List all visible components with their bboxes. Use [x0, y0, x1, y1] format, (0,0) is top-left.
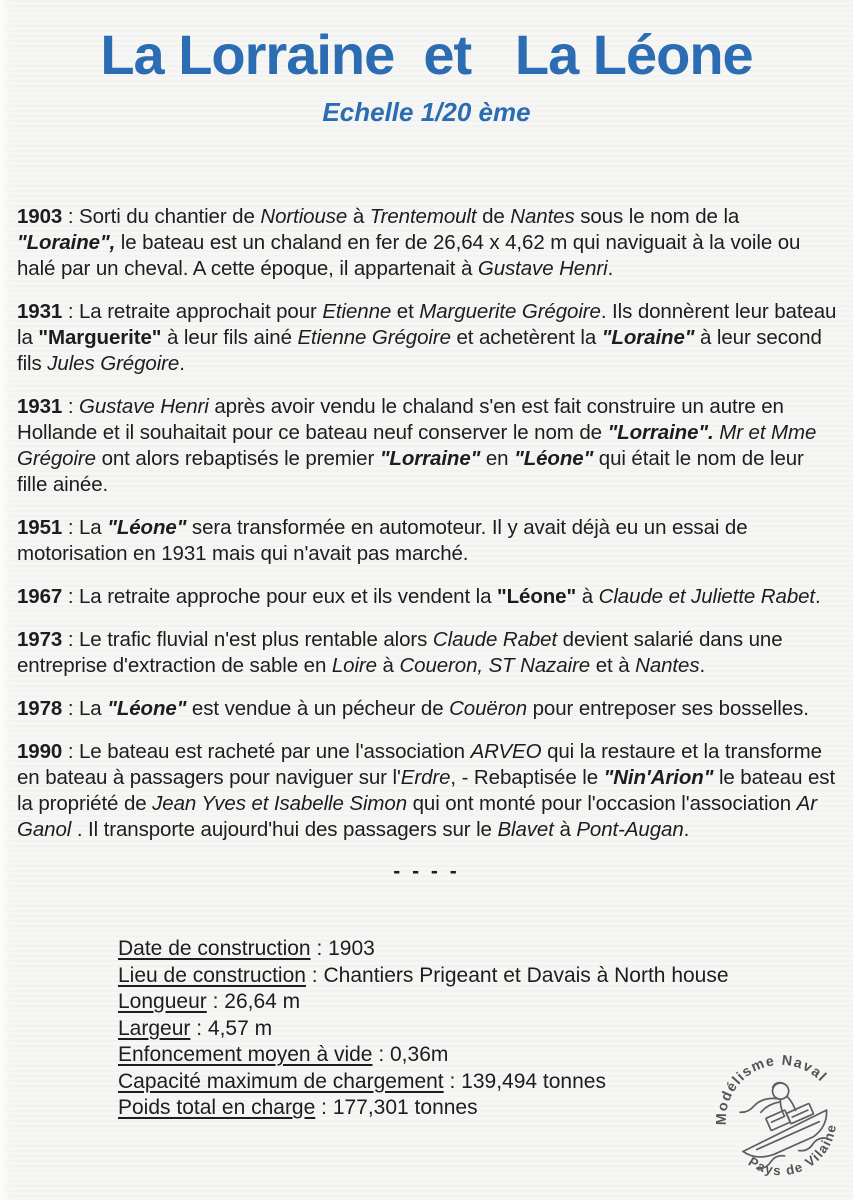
text-segment: qui ont monté pour l'occasion l'association: [407, 792, 797, 815]
text-segment: : La: [62, 697, 108, 720]
text-segment: : Sorti du chantier de: [62, 205, 261, 228]
text-segment: , - Rebaptisée le: [450, 766, 604, 789]
spec-row: [118, 1016, 853, 1043]
text-segment: qui était le nom de leur fille ainée.: [17, 447, 804, 496]
text-segment: et achetèrent la: [450, 326, 602, 349]
spec-label: Largeur: [118, 1016, 191, 1040]
text-segment: Claude et Juliette Rabet: [598, 585, 816, 608]
spec-value: 26,64 m: [224, 990, 301, 1013]
text-segment: :: [62, 395, 80, 418]
text-segment: : La: [62, 516, 108, 539]
text-segment: à leur second fils: [17, 326, 822, 375]
text-segment: pour entreposer ses bosselles.: [527, 697, 809, 720]
text-segment: ARVEO: [470, 740, 542, 763]
spec-row: [118, 963, 853, 990]
text-segment: 1990: [17, 740, 63, 763]
text-segment: est vendue à un pécheur de: [186, 697, 450, 720]
text-segment: le bateau est la propriété de: [17, 766, 836, 815]
timeline-paragraph-1967: [17, 584, 839, 610]
text-segment: à: [347, 205, 370, 228]
text-segment: et: [391, 300, 420, 323]
text-segment: Loire: [331, 654, 377, 677]
text-segment: en: [480, 447, 515, 470]
page-title: La Lorraine et La Léone: [100, 23, 753, 86]
text-segment: à: [376, 654, 400, 677]
spec-row: [118, 936, 853, 963]
text-segment: "Loraine": [601, 326, 695, 349]
timeline-paragraph-1931-b: [17, 394, 839, 498]
text-segment: après avoir vendu le chaland s'en est fait construire un autre en Hollande et il souhaitait pour ce bateau neuf conserver le nom de: [17, 395, 784, 444]
timeline-paragraph-1903: [17, 204, 839, 282]
text-segment: Coueron, ST Nazaire: [399, 654, 591, 677]
text-segment: le bateau est un chaland en fer de 26,64 x 4,62 m qui naviguait à la voile ou halé par un cheval. A cette époque, il appartenait à: [17, 231, 801, 280]
text-segment: 1951: [17, 516, 63, 539]
text-segment: Ar Ganol: [17, 792, 817, 841]
text-segment: Marguerite Grégoire: [419, 300, 601, 323]
spec-value: 4,57 m: [207, 1016, 273, 1040]
text-segment: à: [553, 818, 577, 841]
timeline-paragraph-1973: [17, 627, 839, 679]
text-segment: "Loraine",: [17, 231, 116, 254]
text-segment: : Le bateau est racheté par une l'association: [62, 740, 471, 763]
text-segment: 1903: [17, 205, 63, 228]
text-segment: Nantes: [635, 654, 700, 677]
spec-value: 1903: [328, 937, 375, 960]
text-segment: Pont-Augan: [576, 818, 684, 841]
text-segment: Blavet: [497, 818, 554, 841]
text-segment: .: [699, 654, 706, 677]
text-segment: à leur fils ainé: [161, 326, 298, 349]
spec-separator: :: [190, 1016, 208, 1040]
text-segment: Gustave Henri: [79, 395, 209, 418]
text-segment: Nantes: [510, 205, 575, 228]
spec-label: Longueur: [118, 990, 207, 1013]
text-segment: : La retraite approche pour eux et ils vendent la: [62, 585, 497, 608]
text-segment: "Nin'Arion": [603, 766, 714, 789]
text-segment: Etienne Grégoire: [297, 326, 451, 349]
spec-value: Chantiers Prigeant et Davais à North house: [323, 963, 729, 987]
text-segment: Nortiouse: [260, 205, 348, 228]
text-segment: . Ils donnèrent leur bateau la: [17, 300, 837, 349]
text-segment: Erdre: [400, 766, 451, 789]
text-segment: 1973: [17, 628, 63, 651]
timeline-paragraph-1990: [17, 739, 839, 843]
text-segment: .: [683, 818, 690, 841]
text-segment: "Lorraine": [379, 447, 481, 470]
section-separator: - - - -: [393, 860, 460, 883]
history-section: [17, 204, 839, 843]
text-segment: à: [576, 585, 599, 608]
text-segment: Jean Yves et Isabelle Simon: [152, 792, 407, 815]
spec-value: 0,36m: [390, 1043, 449, 1066]
spec-separator: :: [206, 990, 225, 1013]
text-segment: 1931: [17, 300, 63, 323]
text-segment: ont alors rebaptisés le premier: [95, 447, 380, 470]
text-segment: .: [607, 257, 614, 280]
text-segment: .: [179, 352, 185, 375]
text-segment: "Lorraine".: [607, 421, 714, 444]
text-segment: : La retraite approchait pour: [62, 300, 323, 323]
text-segment: sous le nom de la: [574, 205, 740, 228]
timeline-paragraph-1951: [17, 515, 839, 567]
text-segment: qui la restaure et la transforme en bateau à passagers pour naviguer sur l': [17, 740, 822, 789]
text-segment: Etienne: [322, 300, 392, 323]
text-segment: .: [815, 585, 821, 608]
text-segment: "Léone": [107, 516, 187, 539]
text-segment: devient salarié dans une entreprise d'extraction de sable en: [17, 628, 783, 677]
spec-row: [118, 989, 853, 1016]
text-segment: Claude Rabet: [432, 628, 558, 651]
text-segment: Jules Grégoire: [47, 352, 180, 375]
stamp-top-text: Modélisme Naval: [713, 1052, 831, 1126]
text-segment: : Le trafic fluvial n'est plus rentable alors: [62, 628, 433, 651]
spec-label: Enfoncement moyen à vide: [118, 1043, 373, 1066]
text-segment: "Léone": [514, 447, 594, 470]
spec-label: Poids total en charge: [118, 1096, 316, 1119]
text-segment: Mr et Mme Grégoire: [17, 421, 817, 470]
text-segment: 1978: [17, 697, 63, 720]
spec-label: Capacité maximum de chargement: [118, 1069, 444, 1093]
page-subtitle: Echelle 1/20 ème: [322, 97, 531, 127]
text-segment: de: [476, 205, 511, 228]
spec-value: 139,494 tonnes: [461, 1069, 606, 1093]
text-segment: . Il transporte aujourd'hui des passagers sur le: [71, 818, 498, 841]
spec-separator: :: [305, 963, 324, 987]
timeline-paragraph-1931-a: [17, 299, 839, 377]
text-segment: "Marguerite": [38, 326, 162, 349]
spec-separator: :: [443, 1069, 462, 1093]
text-segment: sera transformée en automoteur. Il y avait déjà eu un essai de motorisation en 1931 mais qui n'avait pas marché.: [17, 516, 748, 565]
spec-separator: :: [315, 1096, 333, 1119]
text-segment: "Léone": [497, 585, 577, 608]
text-segment: "Léone": [107, 697, 187, 720]
stamp-bottom-text: Pays de Vilaine: [745, 1122, 840, 1179]
spec-value: 177,301 tonnes: [332, 1096, 478, 1119]
spec-separator: :: [310, 937, 329, 960]
spec-label: Date de construction: [118, 937, 311, 960]
text-segment: et à: [590, 654, 636, 677]
text-segment: 1931: [17, 395, 63, 418]
spec-label: Lieu de construction: [118, 963, 306, 987]
text-segment: Gustave Henri: [477, 257, 608, 280]
text-segment: Trentemoult: [369, 205, 477, 228]
text-segment: 1967: [17, 585, 63, 608]
spec-separator: :: [372, 1043, 390, 1066]
timeline-paragraph-1978: [17, 696, 839, 722]
text-segment: Couëron: [449, 697, 528, 720]
